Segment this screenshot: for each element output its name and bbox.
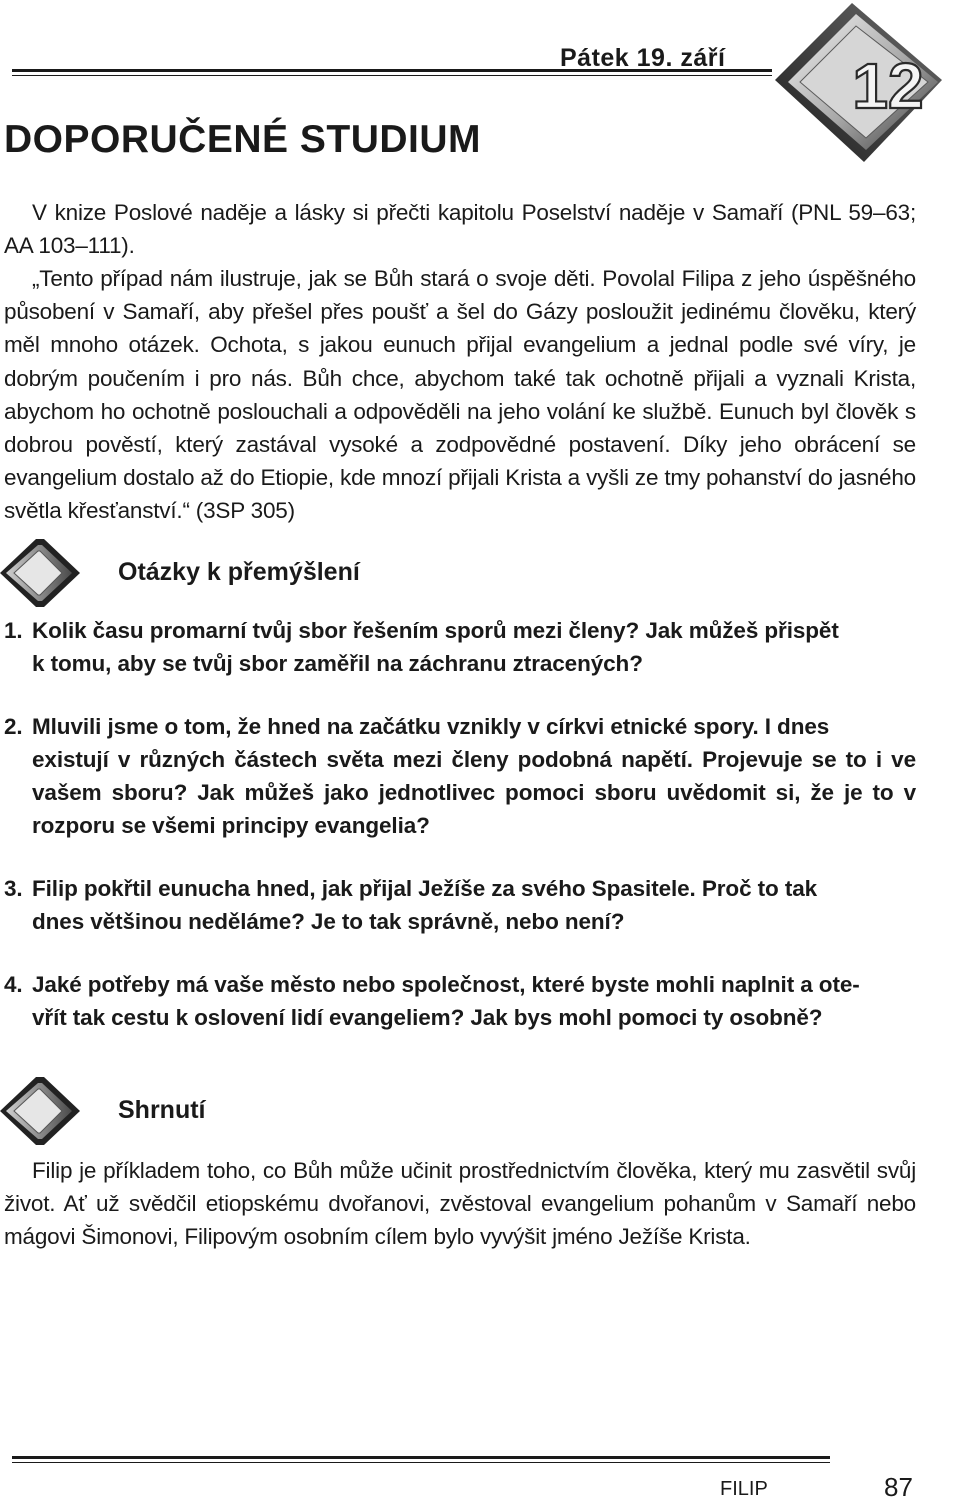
lesson-number: 12: [852, 50, 924, 122]
question-item: 1. Kolik času promarní tvůj sbor řešením sporů mezi členy? Jak můžeš přispět k tomu, aby se tvůj sbor zaměřil na záchranu ztracených?: [4, 618, 839, 676]
question-item: 2. Mluvili jsme o tom, že hned na začátku vznikly v církvi etnické spory. I dnes existují v různých částech světa mezi členy podobná napětí. Projevuje se to i ve vašem sboru? Jak můžeš jako jednotlivec pomoci sboru uvědomit si, že je to v rozporu se všemi principy evangelia?: [4, 714, 916, 838]
page-number: 87: [884, 1472, 913, 1502]
header-rule-thin: [12, 75, 772, 76]
page-title: DOPORUČENÉ STUDIUM: [4, 118, 482, 161]
lesson-date: Pátek 19. září: [560, 44, 726, 72]
questions-heading: Otázky k přemýšlení: [118, 558, 360, 586]
question-item: 4. Jaké potřeby má vaše město nebo společnost, které byste mohli naplnit a ote- vřít tak cestu k oslovení lidí evangeliem? Jak bys mohl pomoci ty osobně?: [4, 972, 860, 1030]
reading-assignment: V knize Poslové naděje a lásky si přečti kapitolu Poselství naděje v Samaří (PNL 59–63; AA 103–111).: [4, 200, 916, 259]
ellen-white-quote: „Tento případ nám ilustruje, jak se Bůh stará o svoje děti. Povolal Filipa z jeho úspěšného působení v Samaří, aby přešel přes poušť a šel do Gázy posloužit jedinému člověku, který měl mnoho otázek. Ochota, s jakou eunuch přijal evangelium a jednal podle své víry, je dobrým poučením i pro nás. Bůh chce, abychom také tak ochotně přijali a vyznali Krista, abychom ho ochotně poslouchali a odpověděli na jeho volání ke službě. Eunuch byl člověk s dobrou pověstí, který zastával vysoké a zodpovědné postavení. Díky jeho obrácení se evangelium dostalo až do Etiopie, kde mnozí přijali Krista a vyšli ze tmy pohanství do jasného světla křesťanství.“ (3SP 305): [4, 266, 916, 524]
question-item: 3. Filip pokřtil eunucha hned, jak přijal Ježíše za svého Spasitele. Proč to tak dnes většinou neděláme? Je to tak správně, nebo není?: [4, 876, 818, 934]
section-arrow-icon: [0, 1075, 82, 1147]
section-arrow-icon: [0, 537, 82, 609]
footer-lesson-name: FILIP: [720, 1478, 768, 1500]
footer-rule: [12, 1456, 830, 1459]
summary-text: Filip je příkladem toho, co Bůh může učinit prostřednictvím člověka, který mu zasvětil svůj život. Ať už svědčil etiopskému dvořanovi, zvěstoval evangelium pohanům v Samaří nebo mágovi Šimonovi, Filipovým osobním cílem bylo vyvýšit jméno Ježíše Krista.: [4, 1158, 916, 1250]
summary-heading: Shrnutí: [118, 1096, 206, 1124]
lesson-number-badge: [760, 0, 960, 170]
footer-rule-thin: [12, 1462, 830, 1463]
